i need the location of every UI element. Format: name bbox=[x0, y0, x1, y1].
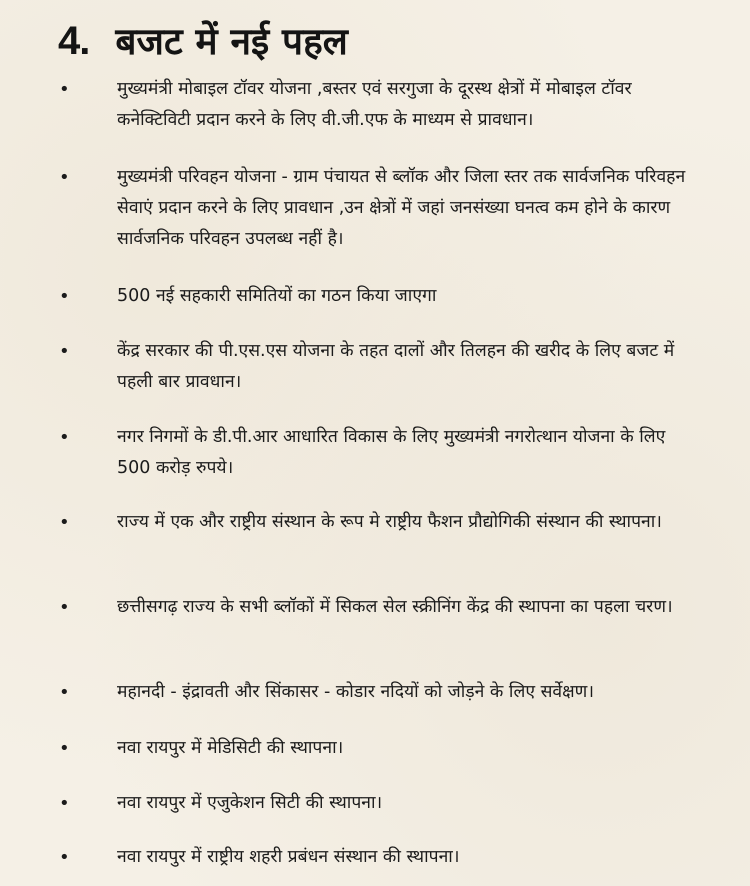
bullet-icon: • bbox=[59, 597, 70, 618]
list-item-text: केंद्र सरकार की पी.एस.एस योजना के तहत दालों और तिलहन की खरीद के लिए बजट में पहली बार प्रावधान। bbox=[117, 341, 675, 392]
bullet-icon: • bbox=[59, 341, 70, 362]
list-item-text: 500 नई सहकारी समितियों का गठन किया जाएगा bbox=[117, 286, 437, 306]
section-title: बजट में नई पहल bbox=[115, 20, 348, 63]
list-item-text: मुख्यमंत्री परिवहन योजना - ग्राम पंचायत से ब्लॉक और जिला स्तर तक सार्वजनिक परिवहन सेवाएं प्रदान करने के लिए प्रावधान ,उन क्षेत्रों में जहां जनसंख्या घनत्व कम होने के कारण सार्वजनिक परिवहन उपलब्ध नहीं है। bbox=[117, 167, 686, 249]
bullet-icon: • bbox=[59, 682, 70, 703]
list-item-text: राज्य में एक और राष्ट्रीय संस्थान के रूप मे राष्ट्रीय फैशन प्रौद्योगिकी संस्थान की स्थापना। bbox=[117, 512, 662, 532]
section-number: 4. bbox=[58, 19, 90, 63]
section-heading bbox=[58, 14, 348, 65]
list-item-text: महानदी - इंद्रावती और सिंकासर - कोडार नदियों को जोड़ने के लिए सर्वेक्षण। bbox=[117, 682, 594, 702]
bullet-icon: • bbox=[59, 286, 70, 307]
list-item-text: मुख्यमंत्री मोबाइल टॉवर योजना ,बस्तर एवं सरगुजा के दूरस्थ क्षेत्रों में मोबाइल टॉवर कनेक्टिविटी प्रदान करने के लिए वी.जी.एफ के माध्यम से प्रावधान। bbox=[117, 79, 632, 130]
bullet-icon: • bbox=[59, 847, 70, 868]
bullet-icon: • bbox=[59, 167, 70, 188]
bullet-icon: • bbox=[59, 427, 70, 448]
list-item-text: नवा रायपुर में मेडिसिटी की स्थापना। bbox=[117, 738, 344, 758]
list-item-text: छत्तीसगढ़ राज्य के सभी ब्लॉकों में सिकल सेल स्क्रीनिंग केंद्र की स्थापना का पहला चरण। bbox=[117, 597, 673, 617]
bullet-icon: • bbox=[59, 512, 70, 533]
bullet-icon: • bbox=[59, 79, 70, 100]
list-item-text: नगर निगमों के डी.पी.आर आधारित विकास के लिए मुख्यमंत्री नगरोत्थान योजना के लिए 500 करोड़ रुपये। bbox=[117, 427, 666, 478]
bullet-icon: • bbox=[59, 738, 70, 759]
bullet-icon: • bbox=[59, 793, 70, 814]
list-item-text: नवा रायपुर में राष्ट्रीय शहरी प्रबंधन संस्थान की स्थापना। bbox=[117, 847, 460, 867]
list-item-text: नवा रायपुर में एजुकेशन सिटी की स्थापना। bbox=[117, 793, 383, 813]
